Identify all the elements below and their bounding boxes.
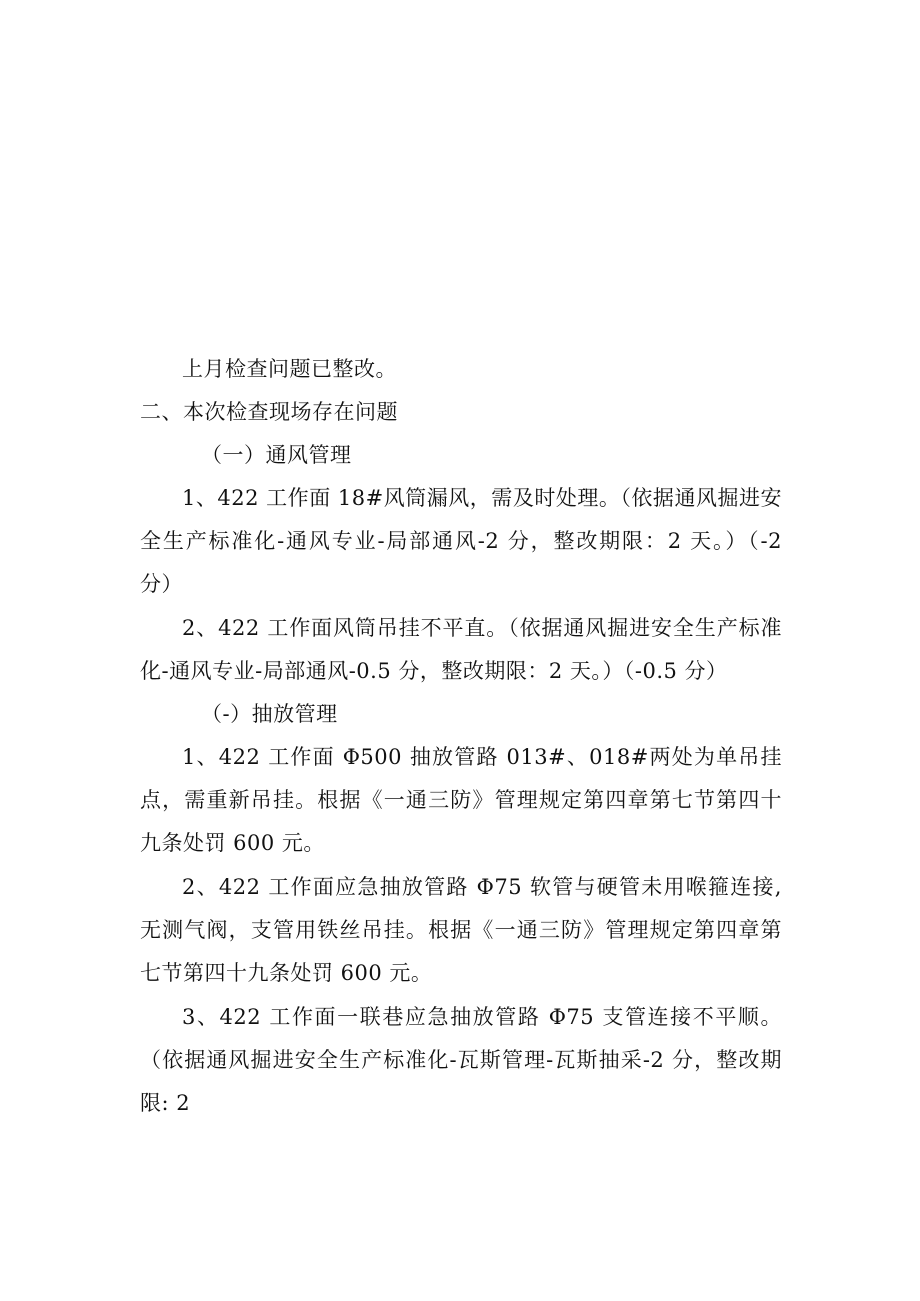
drainage-item-2: 2、422 工作面应急抽放管路 Φ75 软管与硬管未用喉箍连接,无测气阀，支管用铁丝吊挂。根据《一通三防》管理规定第四章第七节第四十九条处罚 600 元。 — [140, 875, 782, 985]
drainage-item-3: 3、422 工作面一联巷应急抽放管路 Φ75 支管连接不平顺。（依据通风掘进安全生产标准化-瓦斯管理-瓦斯抽采-2 分，整改期限: 2 — [140, 1005, 782, 1115]
section-title: 二、本次检查现场存在问题 — [140, 400, 398, 424]
paragraph-previous-issues: 上月检查问题已整改。 — [182, 357, 397, 381]
ventilation-item-2: 2、422 工作面风筒吊挂不平直。（依据通风掘进安全生产标准化-通风专业-局部通风-0.5 分，整改期限：2 天。）（-0.5 分） — [140, 616, 782, 683]
subheading-drainage: （-）抽放管理 — [201, 702, 338, 726]
ventilation-item-1: 1、422 工作面 18#风筒漏风，需及时处理。（依据通风掘进安全生产标准化-通风专业-局部通风-2 分，整改期限：2 天。）（-2 分） — [140, 486, 782, 596]
drainage-item-1: 1、422 工作面 Φ500 抽放管路 013#、018#两处为单吊挂点，需重新吊挂。根据《一通三防》管理规定第四章第七节第四十九条处罚 600 元。 — [140, 745, 782, 855]
subheading-ventilation: （一）通风管理 — [201, 443, 352, 467]
